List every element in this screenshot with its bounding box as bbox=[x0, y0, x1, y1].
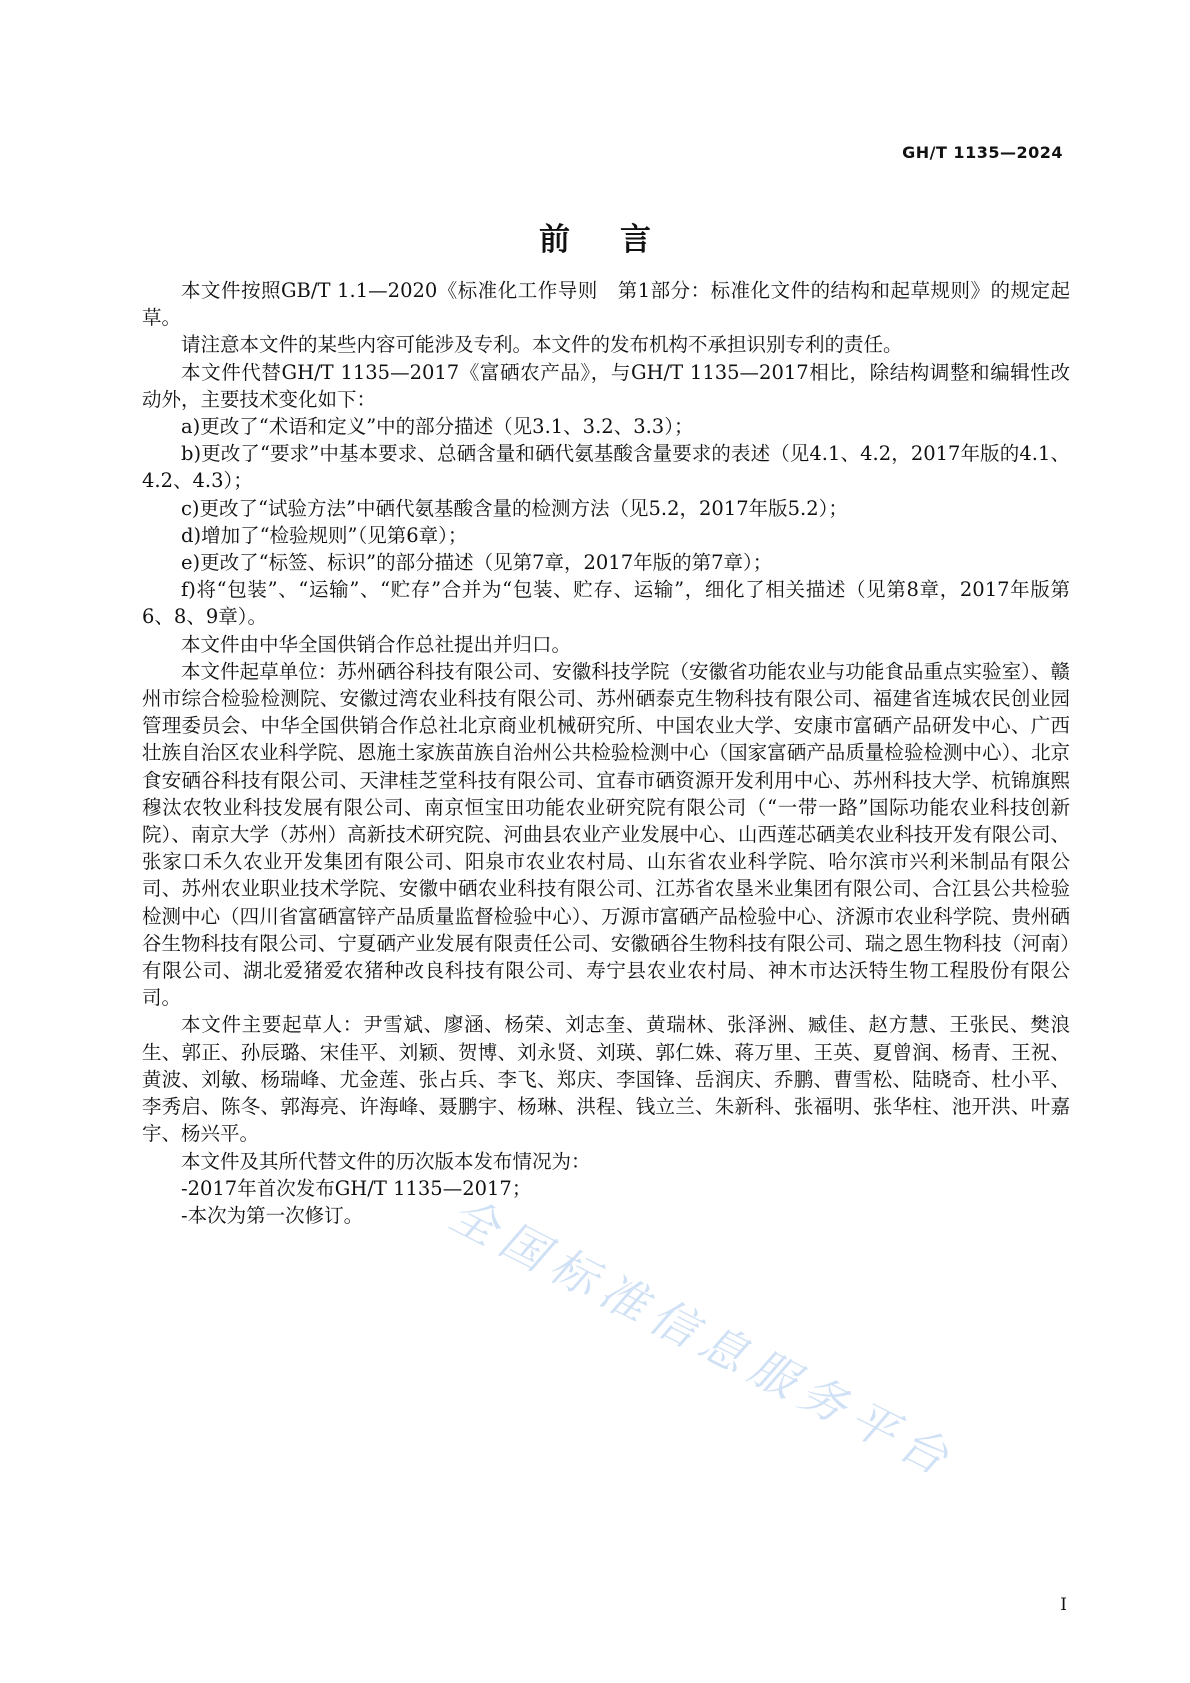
paragraph: 本文件及其所代替文件的历次版本发布情况为： bbox=[181, 1149, 591, 1173]
paragraph: 本文件起草单位：苏州硒谷科技有限公司、安徽科技学院（安徽省功能农业与功能食品重点实验室）、赣州市综合检验检测院、安徽过湾农业科技有限公司、苏州硒泰克生物科技有限公司、福建省连城农民创业园管理委员会、中华全国供销合作总社北京商业机械研究所、中国农业大学、安康市富硒产品研发中心、广西壮族自治区农业科学院、恩施土家族苗族自治州公共检验检测中心（国家富硒产品质量检验检测中心）、北京食安硒谷科技有限公司、天津桂芝堂科技有限公司、宜春市硒资源开发利用中心、苏州科技大学、杭锦旗熙穆汰农牧业科技发展有限公司、南京恒宝田功能农业研究院有限公司（“一带一路”国际功能农业科技创新院）、南京大学（苏州）高新技术研究院、河曲县农业产业发展中心、山西莲芯硒美农业科技开发有限公司、张家口禾久农业开发集团有限公司、阳泉市农业农村局、山东省农业科学院、哈尔滨市兴利米制品有限公司、苏州农业职业技术学院、安徽中硒农业科技有限公司、江苏省农垦米业集团有限公司、合江县公共检验检测中心（四川省富硒富锌产品质量监督检验中心）、万源市富硒产品检验中心、济源市农业科学院、贵州硒谷生物科技有限公司、宁夏硒产业发展有限责任公司、安徽硒谷生物科技有限公司、瑞之恩生物科技（河南）有限公司、湖北爱猪爱农猪种改良科技有限公司、寿宁县农业农村局、神木市达沃特生物工程股份有限公司。 bbox=[142, 659, 1070, 1010]
page-title: 前言 bbox=[539, 222, 701, 258]
paragraph: 本文件由中华全国供销合作总社提出并归口。 bbox=[181, 632, 572, 656]
paragraph: 本文件代替GH/T 1135—2017《富硒农产品》，与GH/T 1135—2017相比，除结构调整和编辑性改动外，主要技术变化如下： bbox=[142, 360, 1070, 411]
paragraph: 本文件按照GB/T 1.1—2020《标准化工作导则 第1部分：标准化文件的结构和起草规则》的规定起草。 bbox=[142, 279, 1070, 330]
paragraph: 请注意本文件的某些内容可能涉及专利。本文件的发布机构不承担识别专利的责任。 bbox=[181, 333, 903, 357]
paragraph: c)更改了“试验方法”中硒代氨基酸含量的检测方法（见5.2，2017年版5.2）； bbox=[181, 496, 848, 520]
paragraph: d)增加了“检验规则”（见第6章）； bbox=[181, 523, 468, 547]
paragraph: b)更改了“要求”中基本要求、总硒含量和硒代氨基酸含量要求的表述（见4.1、4.2，2017年版的4.1、4.2、4.3）； bbox=[142, 442, 1070, 493]
preface-body bbox=[142, 277, 1070, 1229]
page-number: I bbox=[1060, 1595, 1067, 1615]
paragraph: f)将“包装”、“运输”、“贮存”合并为“包装、贮存、运输”，细化了相关描述（见第8章，2017年版第6、8、9章）。 bbox=[142, 578, 1070, 629]
paragraph: -本次为第一次修订。 bbox=[181, 1203, 364, 1227]
paragraph: e)更改了“标签、标识”的部分描述（见第7章，2017年版的第7章）； bbox=[181, 551, 773, 575]
paragraph: a)更改了“术语和定义”中的部分描述（见3.1、3.2、3.3）； bbox=[181, 415, 694, 439]
paragraph: 本文件主要起草人：尹雪斌、廖涵、杨荣、刘志奎、黄瑞林、张泽洲、臧佳、赵方慧、王张民、樊浪生、郭正、孙辰璐、宋佳平、刘颖、贺博、刘永贤、刘瑛、郭仁姝、蒋万里、王英、夏曾润、杨青、王祝、黄波、刘敏、杨瑞峰、尤金莲、张占兵、李飞、郑庆、李国锋、岳润庆、乔鹏、曹雪松、陆晓奇、杜小平、李秀启、陈冬、郭海亮、许海峰、聂鹏宇、杨琳、洪程、钱立兰、朱新科、张福明、张华柱、池开洪、叶嘉宇、杨兴平。 bbox=[142, 1013, 1070, 1146]
watermark: 全国标准信息服务平台 bbox=[441, 1186, 965, 1489]
standard-code: GH/T 1135—2024 bbox=[902, 143, 1063, 162]
paragraph: -2017年首次发布GH/T 1135—2017； bbox=[181, 1176, 532, 1200]
